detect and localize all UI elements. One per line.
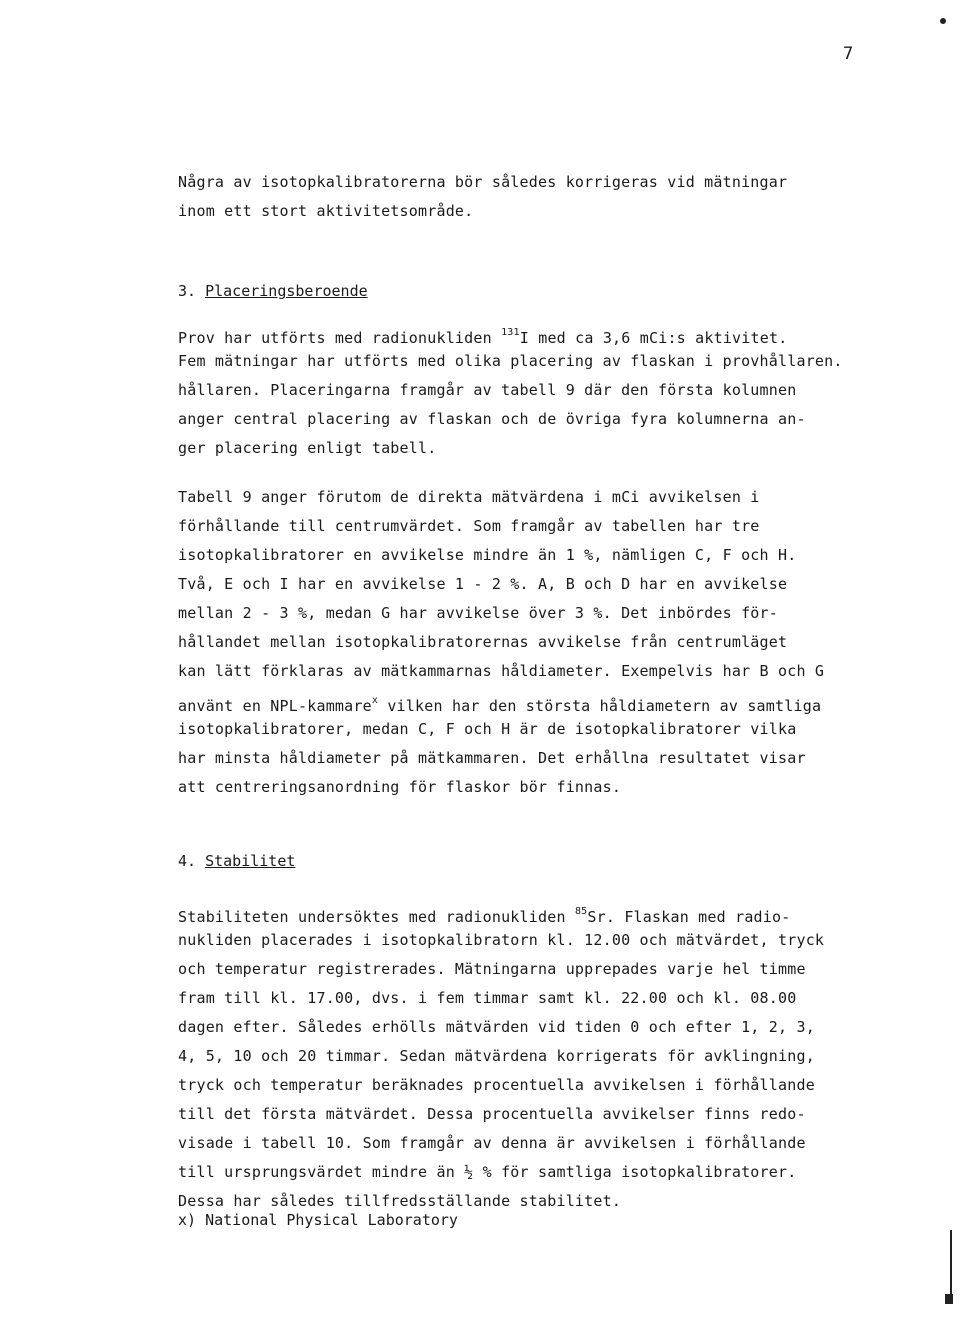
text-line: Några av isotopkalibratorerna bör således korrigeras vid mätningar [178, 173, 788, 191]
scan-speck [940, 18, 946, 24]
scan-edge-mark [945, 1294, 953, 1304]
text-fragment: använt en NPL-kammare [178, 697, 372, 715]
text-line [178, 318, 878, 347]
text-fragment: I med ca 3,6 mCi:s aktivitet. [519, 329, 788, 347]
text-line: hållandet mellan isotopkalibratorernas avvikelse från centrumläget [178, 633, 788, 651]
scan-edge-mark [950, 1230, 952, 1300]
section-title: Placeringsberoende [205, 282, 368, 300]
section-number: 3. [178, 282, 197, 300]
intro-paragraph [178, 168, 878, 226]
section-title: Stabilitet [205, 852, 296, 870]
text-line: Två, E och I har en avvikelse 1 - 2 %. A, B och D har en avvikelse [178, 575, 788, 593]
text-line: till ursprungsvärdet mindre än ½ % för samtliga isotopkalibratorer. [178, 1163, 797, 1181]
text-line: inom ett stort aktivitetsområde. [178, 202, 474, 220]
text-line: Dessa har således tillfredsställande stabilitet. [178, 1192, 622, 1210]
section-3-paragraph-1 [178, 318, 878, 463]
footnote-marker: x [371, 695, 379, 706]
text-line: ger placering enligt tabell. [178, 439, 437, 457]
text-line: och temperatur registrerades. Mätningarna upprepades varje hel timme [178, 960, 806, 978]
text-line: anger central placering av flaskan och de övriga fyra kolumnerna an- [178, 410, 806, 428]
section-3-paragraph-2 [178, 483, 878, 802]
text-line: tryck och temperatur beräknades procentuella avvikelsen i förhållande [178, 1076, 815, 1094]
text-fragment: vilken har den största håldiametern av samtliga [378, 697, 822, 715]
text-line: kan lätt förklaras av mätkammarnas håldiameter. Exempelvis har B och G [178, 662, 825, 680]
text-line: Fem mätningar har utförts med olika placering av flaskan i provhållaren. [178, 352, 843, 370]
text-line: nukliden placerades i isotopkalibratorn kl. 12.00 och mätvärdet, tryck [178, 931, 825, 949]
text-line: dagen efter. Således erhölls mätvärden vid tiden 0 och efter 1, 2, 3, [178, 1018, 815, 1036]
section-3-heading [178, 282, 368, 300]
text-line: fram till kl. 17.00, dvs. i fem timmar samt kl. 22.00 och kl. 08.00 [178, 989, 797, 1007]
section-4-paragraph [178, 897, 878, 1216]
text-line: mellan 2 - 3 %, medan G har avvikelse över 3 %. Det inbördes för- [178, 604, 778, 622]
text-line: Tabell 9 anger förutom de direkta mätvärdena i mCi avvikelsen i [178, 488, 760, 506]
text-line [178, 686, 878, 715]
footnote: x) National Physical Laboratory [178, 1211, 458, 1229]
text-line: isotopkalibratorer, medan C, F och H är de isotopkalibratorer vilka [178, 720, 797, 738]
page-number: 7 [843, 44, 854, 64]
section-4-heading [178, 852, 295, 870]
text-fragment: Sr. Flaskan med radio- [587, 908, 791, 926]
text-line: isotopkalibratorer en avvikelse mindre än 1 %, nämligen C, F och H. [178, 546, 797, 564]
text-fragment: Stabiliteten undersöktes med radionukliden [178, 908, 575, 926]
text-line: förhållande till centrumvärdet. Som framgår av tabellen har tre [178, 517, 760, 535]
text-line: visade i tabell 10. Som framgår av denna är avvikelsen i förhållande [178, 1134, 806, 1152]
text-line: hållaren. Placeringarna framgår av tabell 9 där den första kolumnen [178, 381, 797, 399]
superscript: 85 [574, 906, 588, 917]
section-number: 4. [178, 852, 197, 870]
text-line [178, 897, 878, 926]
text-line: till det första mätvärdet. Dessa procentuella avvikelser finns redo- [178, 1105, 806, 1123]
text-fragment: Prov har utförts med radionukliden [178, 329, 502, 347]
text-line: 4, 5, 10 och 20 timmar. Sedan mätvärdena korrigerats för avklingning, [178, 1047, 815, 1065]
text-line: har minsta håldiameter på mätkammaren. Det erhållna resultatet visar [178, 749, 806, 767]
superscript: 131 [501, 327, 520, 338]
text-line: att centreringsanordning för flaskor bör finnas. [178, 778, 622, 796]
